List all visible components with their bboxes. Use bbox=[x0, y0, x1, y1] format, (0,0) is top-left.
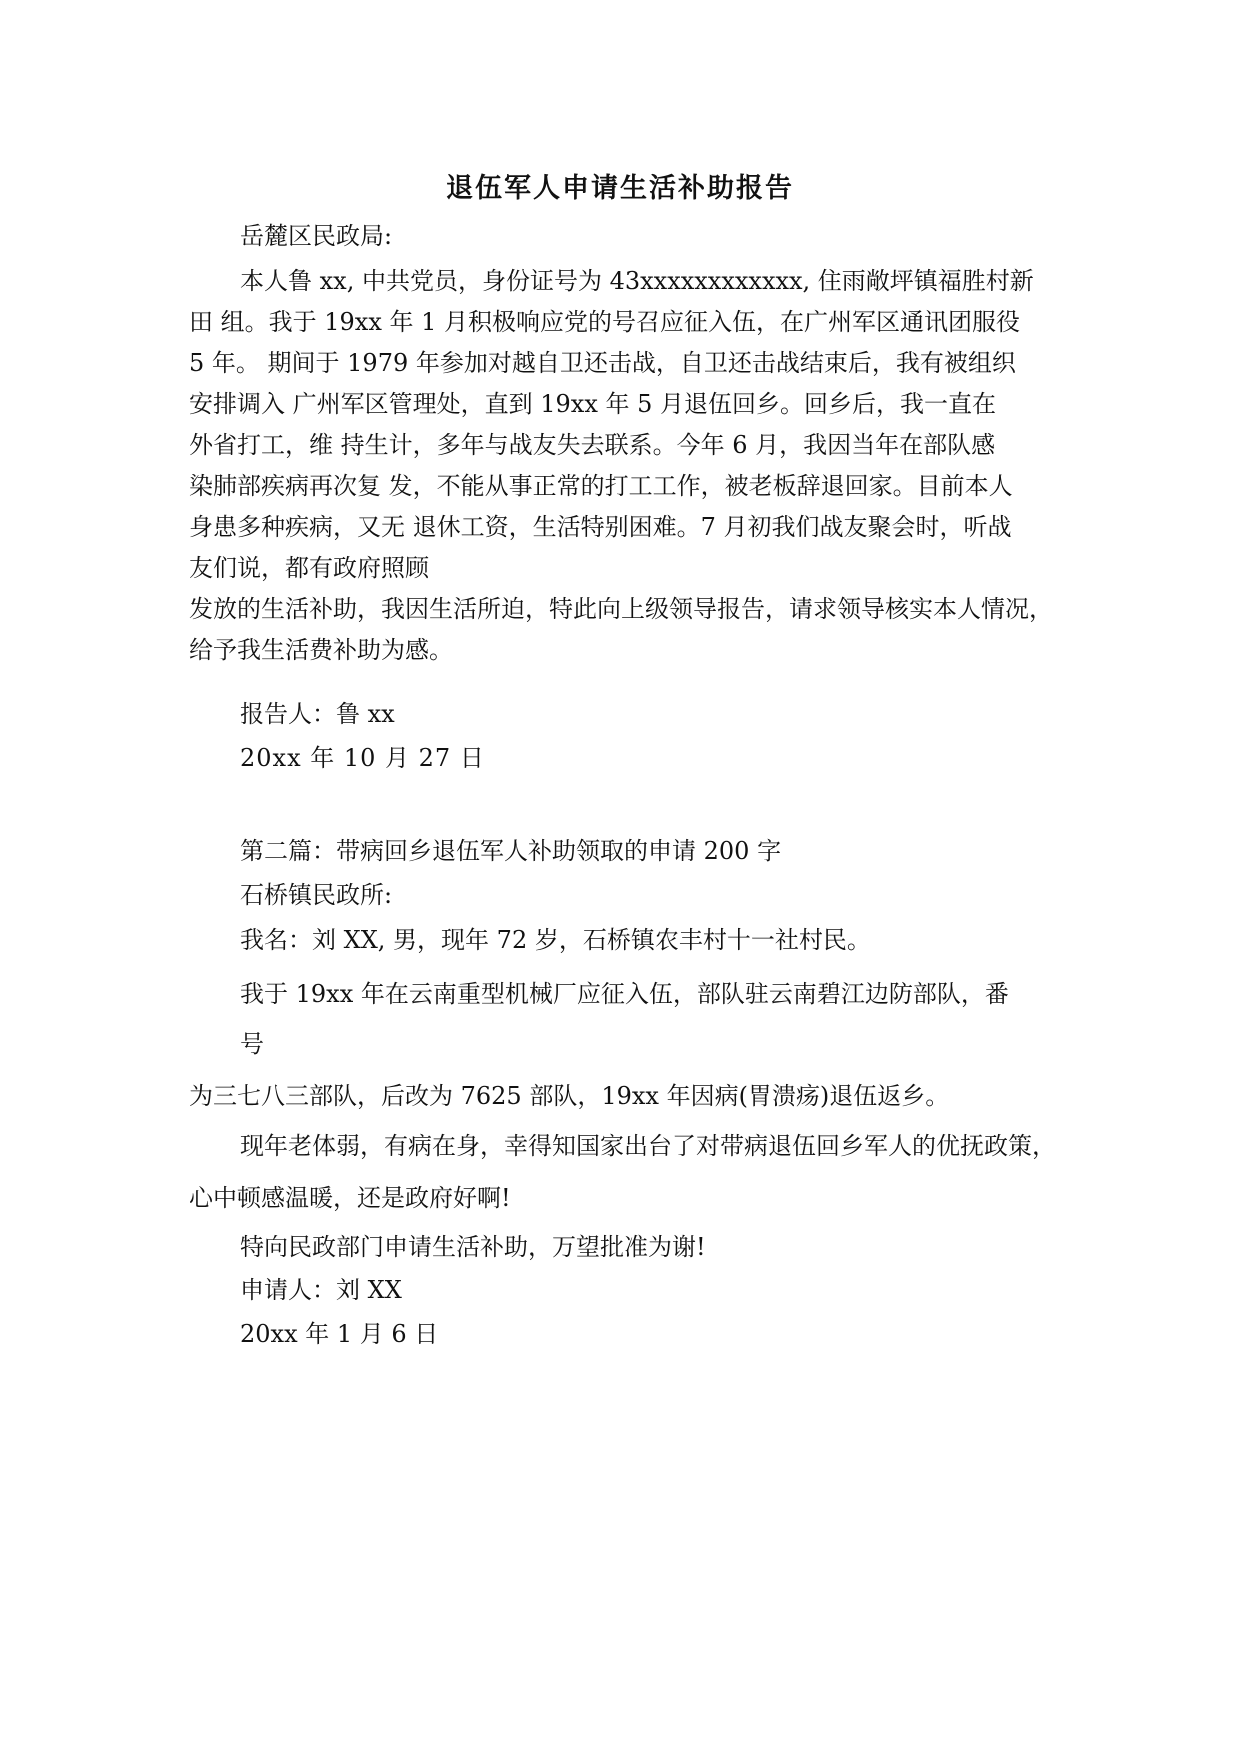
salutation: 岳麓区民政局: bbox=[240, 222, 393, 250]
application-date: 20xx 年 1 月 6 日 bbox=[240, 1320, 439, 1348]
report-date: 20xx 年 10 月 27 日 bbox=[240, 744, 485, 772]
reporter-signature: 报告人：鲁 xx bbox=[240, 700, 395, 728]
body-line: 给予我生活费补助为感。 bbox=[189, 636, 453, 664]
body-line: 发放的生活补助，我因生活所迫，特此向上级领导报告，请求领导核实本人情况， bbox=[189, 595, 1053, 623]
body-line: 为三七八三部队，后改为 7625 部队，19xx 年因病(胃溃疡)退伍返乡。 bbox=[189, 1082, 950, 1110]
salutation: 石桥镇民政所: bbox=[240, 881, 393, 909]
applicant-signature: 申请人：刘 XX bbox=[240, 1276, 402, 1304]
body-line: 我于 19xx 年在云南重型机械厂应征入伍，部队驻云南碧江边防部队，番 bbox=[240, 980, 1009, 1008]
body-line: 友们说，都有政府照顾 bbox=[189, 554, 429, 582]
body-line: 我名：刘 XX, 男，现年 72 岁，石桥镇农丰村十一社村民。 bbox=[240, 926, 871, 954]
body-line: 安排调入 广州军区管理处，直到 19xx 年 5 月退伍回乡。回乡后，我一直在 bbox=[189, 390, 997, 418]
body-line: 特向民政部门申请生活补助，万望批准为谢! bbox=[240, 1233, 706, 1261]
body-line: 心中顿感温暖，还是政府好啊! bbox=[189, 1184, 511, 1212]
body-line: 号 bbox=[240, 1030, 264, 1058]
body-line: 外省打工，维 持生计，多年与战友失去联系。今年 6 月，我因当年在部队感 bbox=[189, 431, 996, 459]
section-heading: 第二篇：带病回乡退伍军人补助领取的申请 200 字 bbox=[240, 837, 782, 865]
document-title: 退伍军人申请生活补助报告 bbox=[446, 173, 794, 204]
body-line: 现年老体弱，有病在身，幸得知国家出台了对带病退伍回乡军人的优抚政策， bbox=[240, 1132, 1056, 1160]
body-line: 本人鲁 xx, 中共党员，身份证号为 43xxxxxxxxxxxx, 住雨敞坪镇福胜村新 bbox=[240, 267, 1034, 295]
body-line: 染肺部疾病再次复 发，不能从事正常的打工工作，被老板辞退回家。目前本人 bbox=[189, 472, 1013, 500]
body-line: 身患多种疾病，又无 退休工资，生活特别困难。7 月初我们战友聚会时，听战 bbox=[189, 513, 1012, 541]
body-line: 5 年。 期间于 1979 年参加对越自卫还击战，自卫还击战结束后，我有被组织 bbox=[189, 349, 1016, 377]
body-line: 田 组。我于 19xx 年 1 月积极响应党的号召应征入伍，在广州军区通讯团服役 bbox=[189, 308, 1021, 336]
